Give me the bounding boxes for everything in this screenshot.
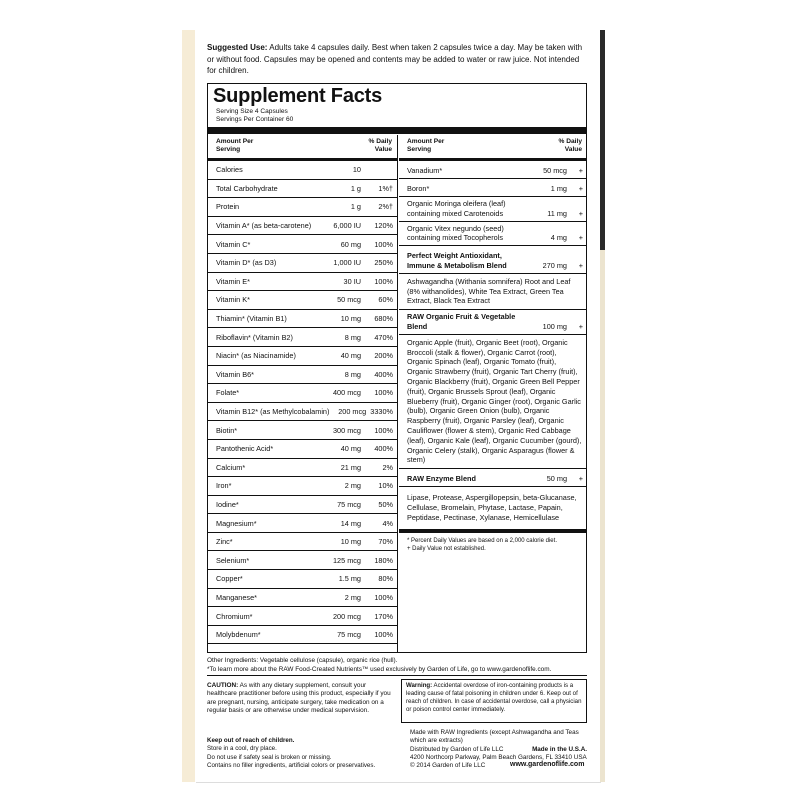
- thick-divider: [208, 127, 586, 134]
- nutrient-row: [208, 180, 397, 199]
- nutrient-amount: 10 mg: [340, 314, 361, 324]
- nutrient-dv: +: [578, 233, 583, 243]
- nutrient-row: [399, 222, 587, 247]
- nutrient-dv: 100%: [374, 592, 393, 602]
- nutrient-row: [208, 310, 397, 329]
- nutrient-name: Manganese*: [216, 592, 257, 602]
- nutrient-amount: 8 mg: [344, 332, 361, 342]
- nutrient-name: Vitamin K*: [216, 295, 250, 305]
- nutrient-row: [208, 347, 397, 366]
- raw-ingredients-note: Made with RAW Ingredients (except Ashwagandha and Teas which are extracts): [410, 729, 579, 745]
- nutrient-row: [208, 589, 397, 608]
- nutrient-amount: 6,000 IU: [333, 221, 361, 231]
- nutrient-row: [208, 570, 397, 589]
- nutrient-name: Iron*: [216, 481, 232, 491]
- nutrient-row: [208, 626, 397, 645]
- blend-row: [399, 246, 587, 274]
- caution-text: [207, 682, 395, 716]
- nutrient-name: Organic Moringa oleifera (leaf) containing mixed Carotenoids: [407, 199, 506, 218]
- nutrient-name: Vitamin B12* (as Methylcobalamin): [216, 407, 330, 417]
- warning-text: Accidental overdose of iron-containing products is a leading cause of fatal poisoning in children under 6. Keep out of reach of children. In case of accidental overdose, call a physician or poison control center immediately.: [406, 682, 582, 713]
- package-right-edge: [600, 250, 605, 782]
- nutrient-row: [208, 477, 397, 496]
- nutrient-dv: 60%: [378, 295, 393, 305]
- nutrient-amount: 125 mcg: [333, 555, 361, 565]
- nutrient-amount: 1 mg: [550, 184, 567, 194]
- package-left-edge: [182, 30, 195, 782]
- nutrient-amount: 40 mg: [340, 351, 361, 361]
- facts-title: Supplement Facts: [213, 85, 383, 107]
- blend-dv: +: [578, 260, 583, 270]
- nutrient-row: [208, 384, 397, 403]
- suggested-use: [207, 42, 587, 77]
- nutrient-amount: 2 mg: [344, 481, 361, 491]
- nutrient-dv: 250%: [374, 258, 393, 268]
- nutrient-row: [208, 217, 397, 236]
- nutrient-amount: 4 mg: [550, 233, 567, 243]
- storage-line: Store in a cool, dry place.: [207, 745, 277, 753]
- nutrient-dv: 680%: [374, 314, 393, 324]
- nutrient-name: Folate*: [216, 388, 240, 398]
- nutrient-dv: 70%: [378, 537, 393, 547]
- right-header: [399, 135, 587, 161]
- supplement-facts-panel: [207, 83, 587, 653]
- nutrient-amount: 30 IU: [343, 276, 361, 286]
- nutrient-dv: 50%: [378, 499, 393, 509]
- nutrient-dv: 100%: [374, 388, 393, 398]
- nutrient-amount: 40 mg: [340, 444, 361, 454]
- nutrient-dv: 2%: [382, 462, 393, 472]
- nutrient-name: Protein: [216, 202, 240, 212]
- suggested-use-label: Suggested Use:: [207, 43, 268, 52]
- left-header-dv: % Daily Value: [368, 138, 392, 153]
- suggested-use-text: Adults take 4 capsules daily. Best when taken 2 capsules twice a day. May be taken with or without food. Capsules may be opened and contents may be added to water or raw juice. Not intended for children.: [207, 43, 583, 75]
- caution-label: CAUTION:: [207, 682, 239, 689]
- nutrient-dv: +: [578, 208, 583, 218]
- nutrient-amount: 14 mg: [340, 518, 361, 528]
- nutrient-row: [208, 440, 397, 459]
- address: 4200 Northcorp Parkway, Palm Beach Gardens, FL 33410 USA: [410, 753, 587, 761]
- blend-row: [399, 310, 587, 335]
- nutrient-amount: 8 mg: [344, 369, 361, 379]
- nutrient-name: Molybdenum*: [216, 630, 261, 640]
- nutrient-name: Pantothenic Acid*: [216, 444, 274, 454]
- nutrient-name: Vitamin B6*: [216, 369, 254, 379]
- nutrient-dv: 400%: [374, 444, 393, 454]
- nutrient-name: Copper*: [216, 574, 243, 584]
- storage-line: Contains no filler ingredients, artificial colors or preservatives.: [207, 761, 376, 769]
- blend-name: RAW Organic Fruit & Vegetable Blend: [407, 312, 516, 331]
- nutrient-row: [399, 197, 587, 222]
- nutrient-dv: +: [578, 166, 583, 176]
- nutrient-dv: 1%†: [378, 183, 393, 193]
- nutrient-row: [399, 161, 587, 179]
- iron-warning-box: [401, 679, 587, 723]
- nutrient-amount: 50 mcg: [543, 166, 567, 176]
- right-header-dv: % Daily Value: [558, 138, 582, 153]
- blend-ingredients: Lipase, Protease, Aspergillopepsin, beta-Glucanase, Cellulase, Bromelain, Phytase, Lactase, Papain, Peptidase, Pectinase, Xylanase, Hemicellulase: [399, 487, 587, 529]
- blend-dv: +: [578, 321, 583, 331]
- package-right-edge-dark: [600, 30, 605, 250]
- nutrient-row: [208, 607, 397, 626]
- distributor-line: [410, 746, 587, 754]
- nutrient-name: Chromium*: [216, 611, 253, 621]
- nutrient-amount: 60 mg: [340, 239, 361, 249]
- right-header-amount: Amount Per Serving: [407, 138, 445, 153]
- nutrient-amount: 10 mg: [340, 537, 361, 547]
- nutrient-name: Vitamin A* (as beta-carotene): [216, 221, 312, 231]
- nutrient-row: [208, 366, 397, 385]
- nutrient-dv: +: [578, 184, 583, 194]
- blend-amount: 100 mg: [542, 321, 567, 331]
- nutrient-dv: 2%†: [378, 202, 393, 212]
- nutrient-name: Boron*: [407, 184, 430, 194]
- copyright: © 2014 Garden of Life LLC: [410, 762, 486, 770]
- caution-body: As with any dietary supplement, consult your healthcare practitioner before using this product, especially if you are pregnant, nursing, anticipate surgery, take medication on a regular basis or are otherwise under medical supervision.: [207, 682, 391, 715]
- divider: [207, 675, 587, 676]
- nutrient-name: Vitamin D* (as D3): [216, 258, 277, 268]
- nutrient-name: Organic Vitex negundo (seed) containing mixed Tocopherols: [407, 223, 504, 243]
- nutrient-row: [208, 198, 397, 217]
- other-ingredients: [207, 657, 587, 674]
- nutrient-dv: 4%: [382, 518, 393, 528]
- made-in: Made in the U.S.A.: [532, 745, 587, 753]
- nutrient-amount: 21 mg: [340, 462, 361, 472]
- footnote-not-established: + Daily Value not established.: [407, 545, 486, 552]
- nutrient-dv: 200%: [374, 351, 393, 361]
- nutrient-dv: 3330%: [370, 407, 393, 417]
- nutrient-name: Biotin*: [216, 425, 238, 435]
- nutrient-dv: 80%: [378, 574, 393, 584]
- nutrient-dv: 470%: [374, 332, 393, 342]
- nutrient-row: [208, 403, 397, 422]
- serving-size: Serving Size 4 Capsules: [216, 108, 288, 115]
- nutrient-name: Vitamin E*: [216, 276, 250, 286]
- left-header: [208, 135, 397, 161]
- nutrient-row: [208, 273, 397, 292]
- nutrient-name: Calcium*: [216, 462, 246, 472]
- nutrient-amount: 400 mcg: [333, 388, 361, 398]
- nutrient-amount: 2 mg: [344, 592, 361, 602]
- warning-label: Warning:: [406, 682, 433, 689]
- nutrient-row: [208, 496, 397, 515]
- nutrient-amount: 1 g: [350, 183, 361, 193]
- nutrient-dv: 100%: [374, 276, 393, 286]
- raw-nutrients-note: *To learn more about the RAW Food-Created Nutrients™ used exclusively by Garden of Life, go to www.gardenoflife.com.: [207, 665, 552, 673]
- storage-info: [207, 737, 395, 770]
- blend-row: [399, 469, 587, 487]
- nutrient-name: Magnesium*: [216, 518, 257, 528]
- nutrient-row: [208, 161, 397, 180]
- facts-left-column: [208, 135, 398, 653]
- distributor: Distributed by Garden of Life LLC: [410, 745, 504, 753]
- nutrient-row: [208, 421, 397, 440]
- nutrient-row: [208, 254, 397, 273]
- storage-line: Do not use if safety seal is broken or missing.: [207, 753, 332, 761]
- nutrient-amount: 75 mcg: [337, 499, 361, 509]
- blend-name: Perfect Weight Antioxidant, Immune & Metabolism Blend: [407, 251, 507, 270]
- nutrient-name: Calories: [216, 165, 243, 175]
- nutrient-dv: 170%: [374, 611, 393, 621]
- blend-amount: 50 mg: [546, 474, 567, 484]
- nutrient-row: [208, 551, 397, 570]
- blend-ingredients: Ashwagandha (Withania somnifera) Root and Leaf (8% withanolides), White Tea Extract, Green Tea Extract, Black Tea Extract: [399, 274, 587, 310]
- nutrient-dv: 100%: [374, 239, 393, 249]
- nutrient-name: Vitamin C*: [216, 239, 251, 249]
- nutrient-row: [208, 328, 397, 347]
- nutrient-amount: 75 mcg: [337, 630, 361, 640]
- nutrient-name: Zinc*: [216, 537, 233, 547]
- nutrient-dv: 100%: [374, 425, 393, 435]
- nutrient-dv: 10%: [378, 481, 393, 491]
- nutrient-amount: 1.5 mg: [338, 574, 361, 584]
- blend-name: RAW Enzyme Blend: [407, 474, 476, 484]
- footnote-daily-values: * Percent Daily Values are based on a 2,000 calorie diet.: [407, 537, 557, 544]
- nutrient-dv: 400%: [374, 369, 393, 379]
- nutrient-amount: 11 mg: [547, 208, 567, 218]
- other-ingredients-text: Other Ingredients: Vegetable cellulose (capsule), organic rice (hull).: [207, 657, 398, 664]
- blend-ingredients: Organic Apple (fruit), Organic Beet (root), Organic Broccoli (stalk & flower), Organic Carrot (root), Organic Spinach (leaf), Organic Tomato (fruit), Organic Strawberry (fruit), Organic Tart Cherry (fruit), Organic Blackberry (fruit), Organic Green Bell Pepper (fruit), Organic Brussels Sprout (leaf), Organic Blueberry (fruit), Organic Ginger (root), Organic Garlic (bulb), Organic Green Onion (bulb), Organic Raspberry (fruit), Organic Parsley (leaf), Organic Cauliflower (flower & stem), Organic Red Cabbage (leaf), Organic Kale (leaf), Organic Cucumber (gourd), Organic Celery (stalk), Organic Asparagus (flower & stem): [399, 335, 587, 469]
- blend-amount: 270 mg: [542, 260, 567, 270]
- nutrient-dv: 120%: [374, 221, 393, 231]
- facts-right-column: [399, 135, 587, 653]
- nutrient-row: [208, 291, 397, 310]
- nutrient-name: Total Carbohydrate: [216, 183, 278, 193]
- blend-dv: +: [578, 474, 583, 484]
- nutrient-amount: 10: [352, 165, 361, 175]
- nutrient-row: [399, 179, 587, 197]
- nutrient-dv: 100%: [374, 630, 393, 640]
- nutrient-name: Selenium*: [216, 555, 250, 565]
- nutrient-name: Thiamin* (Vitamin B1): [216, 314, 287, 324]
- nutrient-name: Riboflavin* (Vitamin B2): [216, 332, 293, 342]
- nutrient-amount: 1 g: [350, 202, 361, 212]
- nutrient-row: [208, 533, 397, 552]
- nutrient-amount: 200 mcg: [333, 611, 361, 621]
- nutrient-amount: 1,000 IU: [333, 258, 361, 268]
- nutrient-row: [208, 459, 397, 478]
- left-rows: [208, 161, 397, 644]
- nutrient-amount: 300 mcg: [333, 425, 361, 435]
- nutrient-name: Niacin* (as Niacinamide): [216, 351, 296, 361]
- left-header-amount: Amount Per Serving: [216, 138, 254, 153]
- website-link[interactable]: www.gardenoflife.com: [510, 761, 585, 768]
- nutrient-name: Iodine*: [216, 499, 239, 509]
- nutrient-name: Vanadium*: [407, 166, 443, 176]
- nutrient-amount: 200 mcg: [338, 407, 367, 417]
- nutrient-amount: 50 mcg: [337, 295, 361, 305]
- footnotes: [399, 530, 587, 553]
- keep-out-of-reach: Keep out of reach of children.: [207, 737, 295, 744]
- nutrient-row: [208, 514, 397, 533]
- nutrient-row: [208, 235, 397, 254]
- nutrient-dv: 180%: [374, 555, 393, 565]
- servings-per-container: Servings Per Container 60: [216, 116, 294, 123]
